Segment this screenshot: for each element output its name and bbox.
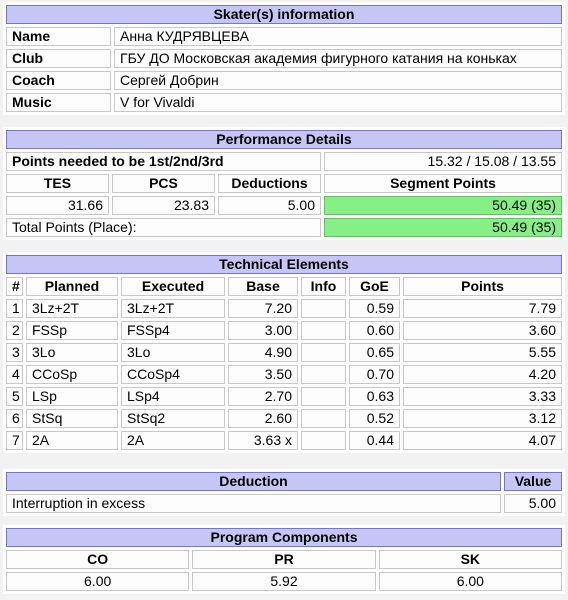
table-row xyxy=(6,387,562,406)
deduction-value-header: Value xyxy=(504,472,562,491)
pcs-header: PCS xyxy=(112,174,215,193)
music-label: Music xyxy=(6,93,111,112)
tes-value: 31.66 xyxy=(6,196,109,215)
element-points: 5.55 xyxy=(403,343,562,362)
goe-header: GoE xyxy=(349,277,400,296)
club-value: ГБУ ДО Московская академия фигурного катания на коньках xyxy=(114,49,562,68)
num-header: # xyxy=(6,277,23,296)
base-header: Base xyxy=(228,277,298,296)
table-row xyxy=(6,409,562,428)
table-row xyxy=(6,299,562,318)
deduction-label: Interruption in excess xyxy=(6,494,501,513)
tes-header: TES xyxy=(6,174,109,193)
element-planned: 3Lo xyxy=(26,343,118,362)
element-info xyxy=(301,387,346,406)
name-label: Name xyxy=(6,27,111,46)
element-base: 7.20 xyxy=(228,299,298,318)
element-base: 2.70 xyxy=(228,387,298,406)
element-executed: 3Lz+2T xyxy=(121,299,225,318)
element-info xyxy=(301,343,346,362)
element-num: 6 xyxy=(6,409,23,428)
element-goe: 0.59 xyxy=(349,299,400,318)
element-goe: 0.70 xyxy=(349,365,400,384)
segment-points-value: 50.49 (35) xyxy=(324,196,562,215)
sk-value: 6.00 xyxy=(379,572,562,591)
element-goe: 0.60 xyxy=(349,321,400,340)
element-info xyxy=(301,365,346,384)
element-num: 3 xyxy=(6,343,23,362)
element-planned: 2A xyxy=(26,431,118,450)
element-info xyxy=(301,431,346,450)
element-executed: FSSp4 xyxy=(121,321,225,340)
element-points: 3.33 xyxy=(403,387,562,406)
deduction-section xyxy=(3,469,565,516)
element-info xyxy=(301,299,346,318)
table-row xyxy=(6,343,562,362)
element-goe: 0.65 xyxy=(349,343,400,362)
element-planned: StSq xyxy=(26,409,118,428)
element-points: 3.12 xyxy=(403,409,562,428)
executed-header: Executed xyxy=(121,277,225,296)
element-num: 7 xyxy=(6,431,23,450)
points-header: Points xyxy=(403,277,562,296)
element-base: 4.90 xyxy=(228,343,298,362)
element-planned: FSSp xyxy=(26,321,118,340)
points-needed-label: Points needed to be 1st/2nd/3rd xyxy=(6,152,321,171)
total-points-value: 50.49 (35) xyxy=(324,218,562,237)
program-components-title: Program Components xyxy=(6,528,562,547)
element-base: 3.50 xyxy=(228,365,298,384)
pr-value: 5.92 xyxy=(192,572,375,591)
element-planned: LSp xyxy=(26,387,118,406)
name-value: Анна КУДРЯВЦЕВА xyxy=(114,27,562,46)
coach-label: Coach xyxy=(6,71,111,90)
program-components-section xyxy=(3,525,565,594)
element-executed: CCoSp4 xyxy=(121,365,225,384)
co-value: 6.00 xyxy=(6,572,189,591)
element-info xyxy=(301,321,346,340)
element-points: 4.07 xyxy=(403,431,562,450)
deduction-value: 5.00 xyxy=(504,494,562,513)
element-num: 2 xyxy=(6,321,23,340)
element-planned: CCoSp xyxy=(26,365,118,384)
element-executed: LSp4 xyxy=(121,387,225,406)
element-executed: 3Lo xyxy=(121,343,225,362)
deduction-title: Deduction xyxy=(6,472,501,491)
deductions-header: Deductions xyxy=(218,174,321,193)
coach-value: Сергей Добрин xyxy=(114,71,562,90)
table-row xyxy=(6,494,562,513)
planned-header: Planned xyxy=(26,277,118,296)
sk-header: SK xyxy=(379,550,562,569)
music-value: V for Vivaldi xyxy=(114,93,562,112)
points-needed-value: 15.32 / 15.08 / 13.55 xyxy=(324,152,562,171)
element-points: 7.79 xyxy=(403,299,562,318)
performance-title: Performance Details xyxy=(6,130,562,149)
element-planned: 3Lz+2T xyxy=(26,299,118,318)
table-row xyxy=(6,431,562,450)
info-header: Info xyxy=(301,277,346,296)
table-row xyxy=(6,321,562,340)
performance-section xyxy=(3,127,565,240)
skater-info-section xyxy=(3,2,565,115)
element-info xyxy=(301,409,346,428)
co-header: CO xyxy=(6,550,189,569)
pcs-value: 23.83 xyxy=(112,196,215,215)
element-num: 1 xyxy=(6,299,23,318)
element-base: 3.63 x xyxy=(228,431,298,450)
element-goe: 0.44 xyxy=(349,431,400,450)
skater-info-title: Skater(s) information xyxy=(6,5,562,24)
element-points: 3.60 xyxy=(403,321,562,340)
technical-elements-section xyxy=(3,252,565,453)
deductions-value: 5.00 xyxy=(218,196,321,215)
club-label: Club xyxy=(6,49,111,68)
element-num: 4 xyxy=(6,365,23,384)
element-goe: 0.52 xyxy=(349,409,400,428)
total-points-label: Total Points (Place): xyxy=(6,218,321,237)
pr-header: PR xyxy=(192,550,375,569)
element-executed: 2A xyxy=(121,431,225,450)
element-points: 4.20 xyxy=(403,365,562,384)
element-executed: StSq2 xyxy=(121,409,225,428)
element-base: 3.00 xyxy=(228,321,298,340)
element-goe: 0.63 xyxy=(349,387,400,406)
element-base: 2.60 xyxy=(228,409,298,428)
technical-elements-title: Technical Elements xyxy=(6,255,562,274)
element-num: 5 xyxy=(6,387,23,406)
segment-points-header: Segment Points xyxy=(324,174,562,193)
table-row xyxy=(6,365,562,384)
